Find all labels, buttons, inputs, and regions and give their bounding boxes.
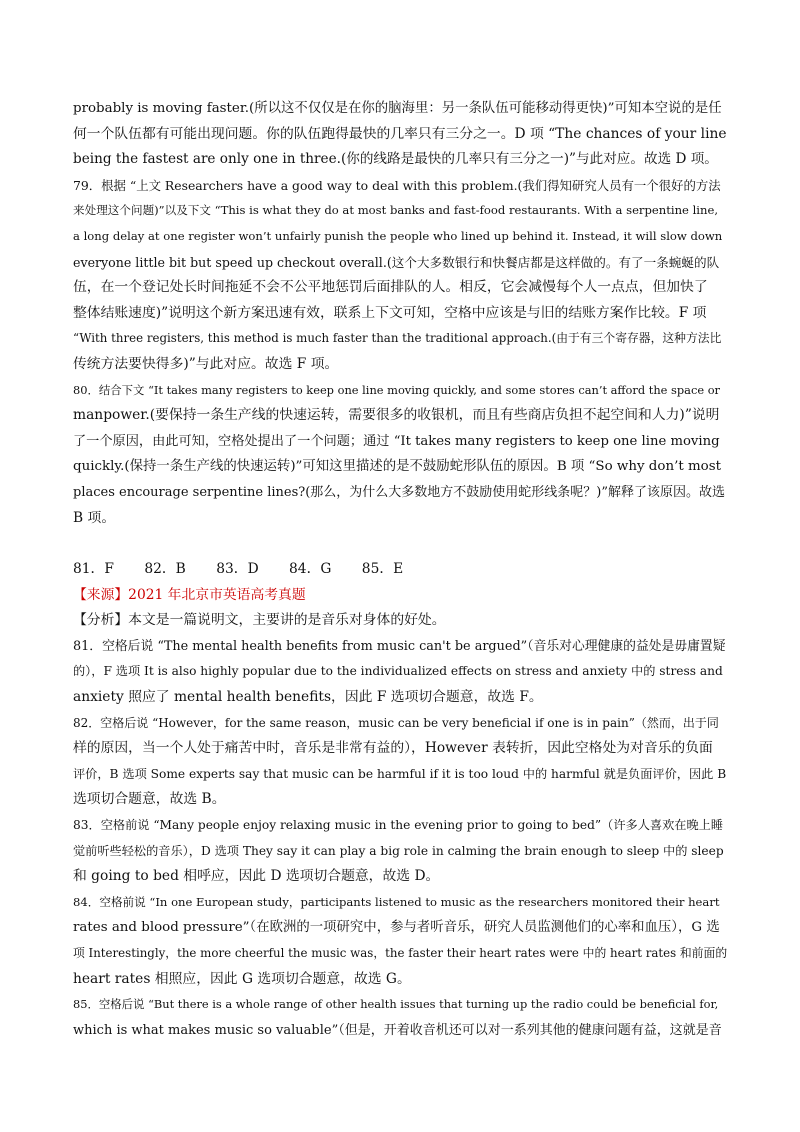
text-line: B 项。: [73, 509, 116, 526]
text-line: 和 going to bed 相呼应，因此 D 选项切合题意，故选 D。: [73, 868, 440, 885]
text-line: everyone little bit but speed up checkout overall.(这个大多数银行和快餐店都是这样做的。有了一条蜿蜒的队: [73, 254, 720, 270]
text-line: 82．空格后说 “However，for the same reason，music can be very beneficial if one is in pain”（然而，出于同: [73, 715, 719, 730]
answer-key: [73, 557, 727, 583]
text-line: 84．空格前说 “In one European study，participants listened to music as the researchers monitored their heart: [73, 894, 720, 909]
text-line: 79．根据 “上文 Researchers have a good way to deal with this problem.(我们得知研究人员有一个很好的方法: [73, 177, 721, 193]
text-line: probably is moving faster.(所以这不仅仅是在你的脑海里：另一条队伍可能移动得更快)”可知本空说的是任: [73, 101, 722, 116]
text-line: a long delay at one register won’t unfairly punish the people who lined up behind it. Instead, it will slow down: [73, 228, 723, 243]
q80-explanation: [73, 378, 727, 532]
text-line: 项 Interestingly，the more cheerful the music was，the faster their heart rates were 中的 heart rates 和前面的: [73, 946, 727, 960]
text-line: 评价，B 选项 Some experts say that music can be harmful if it is too loud 中的 harmful 就是负面评价，因此 B: [73, 766, 727, 781]
answer-83: 83．D: [216, 561, 259, 578]
text-line: 了一个原因，由此可知，空格处提出了一个问题；通过 “It takes many registers to keep one line moving: [73, 433, 720, 449]
analysis-line: 【分析】本文是一篇说明文，主要讲的是音乐对身体的好处。: [73, 612, 446, 629]
q83-explanation: [73, 813, 727, 890]
text-line: 83．空格前说 “Many people enjoy relaxing music in the evening prior to going to bed”（许多人喜欢在晚上睡: [73, 818, 724, 833]
answer-81: 81．F: [73, 561, 114, 578]
text-line: anxiety 照应了 mental health benefits，因此 F 选项切合题意，故选 F。: [73, 689, 543, 706]
q81-explanation: [73, 634, 727, 711]
q82-explanation: [73, 711, 727, 813]
text-line: 何一个队伍都有可能出现问题。你的队伍跑得最快的几率只有三分之一。D 项 “The chances of your line: [73, 125, 727, 142]
answer-82: 82．B: [144, 561, 186, 578]
answer-84: 84．G: [289, 561, 332, 578]
text-line: “With three registers, this method is much faster than the traditional approach.(由于有三个寄存器，这种方法比: [73, 331, 722, 346]
paragraph-gap: [73, 531, 727, 557]
text-line: 传统方法要快得多)”与此对应。故选 F 项。: [73, 355, 339, 372]
text-line: 觉前听些轻松的音乐），D 选项 They say it can play a big role in calming the brain enough to sleep 中的 sleep: [73, 843, 724, 858]
text-line: 整体结账速度)”说明这个新方案迅速有效，联系上下文可知，空格中应该是与旧的结账方案作比较。F 项: [73, 304, 707, 321]
text-line: heart rates 相照应，因此 G 选项切合题意，故选 G。: [73, 970, 411, 987]
text-line: 81．空格后说 “The mental health benefits from music can't be argued”（音乐对心理健康的益处是毋庸置疑: [73, 638, 726, 654]
text-line: which is what makes music so valuable”（但是，开着收音机还可以对一系列其他的健康问题有益，这就是音: [73, 1022, 722, 1038]
text-line: being the fastest are only one in three.(你的线路是最快的几率只有三分之一)”与此对应。故选 D 项。: [73, 151, 718, 168]
answer-85: 85．E: [361, 561, 404, 578]
q84-explanation: [73, 890, 727, 992]
text-line: 85．空格后说 “But there is a whole range of other health issues that turning up the radio could be beneficial for,: [73, 997, 719, 1012]
text-line: 样的原因，当一个人处于痛苦中时，音乐是非常有益的），However 表转折，因此空格处为对音乐的负面: [73, 740, 713, 757]
text-line: 伍，在一个登记处长时间拖延不会不公平地惩罚后面排队的人。相反，它会减慢每个人一点点，但加快了: [73, 279, 708, 296]
text-line: 选项切合题意，故选 B。: [73, 791, 226, 808]
q79-explanation: [73, 173, 727, 378]
text-line: rates and blood pressure”（在欧洲的一项研究中，参与者听音乐，研究人员监测他们的心率和血压），G 选: [73, 920, 720, 936]
source-line: 【来源】2021 年北京市英语高考真题: [73, 586, 306, 603]
text-line: places encourage serpentine lines?(那么，为什么大多数地方不鼓励使用蛇形线条呢？)”解释了该原因。故选: [73, 484, 726, 500]
text-line: quickly.(保持一条生产线的快速运转)”可知这里描述的是不鼓励蛇形队伍的原因。B 项 “So why don’t most: [73, 459, 721, 475]
q78-explanation-tail: [73, 96, 727, 173]
q85-explanation: [73, 992, 727, 1043]
text-line: 来处理这个问题)”以及下文 “This is what they do at most banks and fast-food restaurants. With a serpentine line,: [73, 203, 719, 218]
text-line: 80．结合下文 “It takes many registers to keep one line moving quickly, and some stores can’t afford the space or: [73, 382, 720, 397]
text-line: 的），F 选项 It is also highly popular due to the individualized effects on stress and anxiety 中的 stress and: [73, 664, 723, 679]
text-line: manpower.(要保持一条生产线的快速运转，需要很多的收银机，而且有些商店负担不起空间和人力)”说明: [73, 407, 720, 424]
